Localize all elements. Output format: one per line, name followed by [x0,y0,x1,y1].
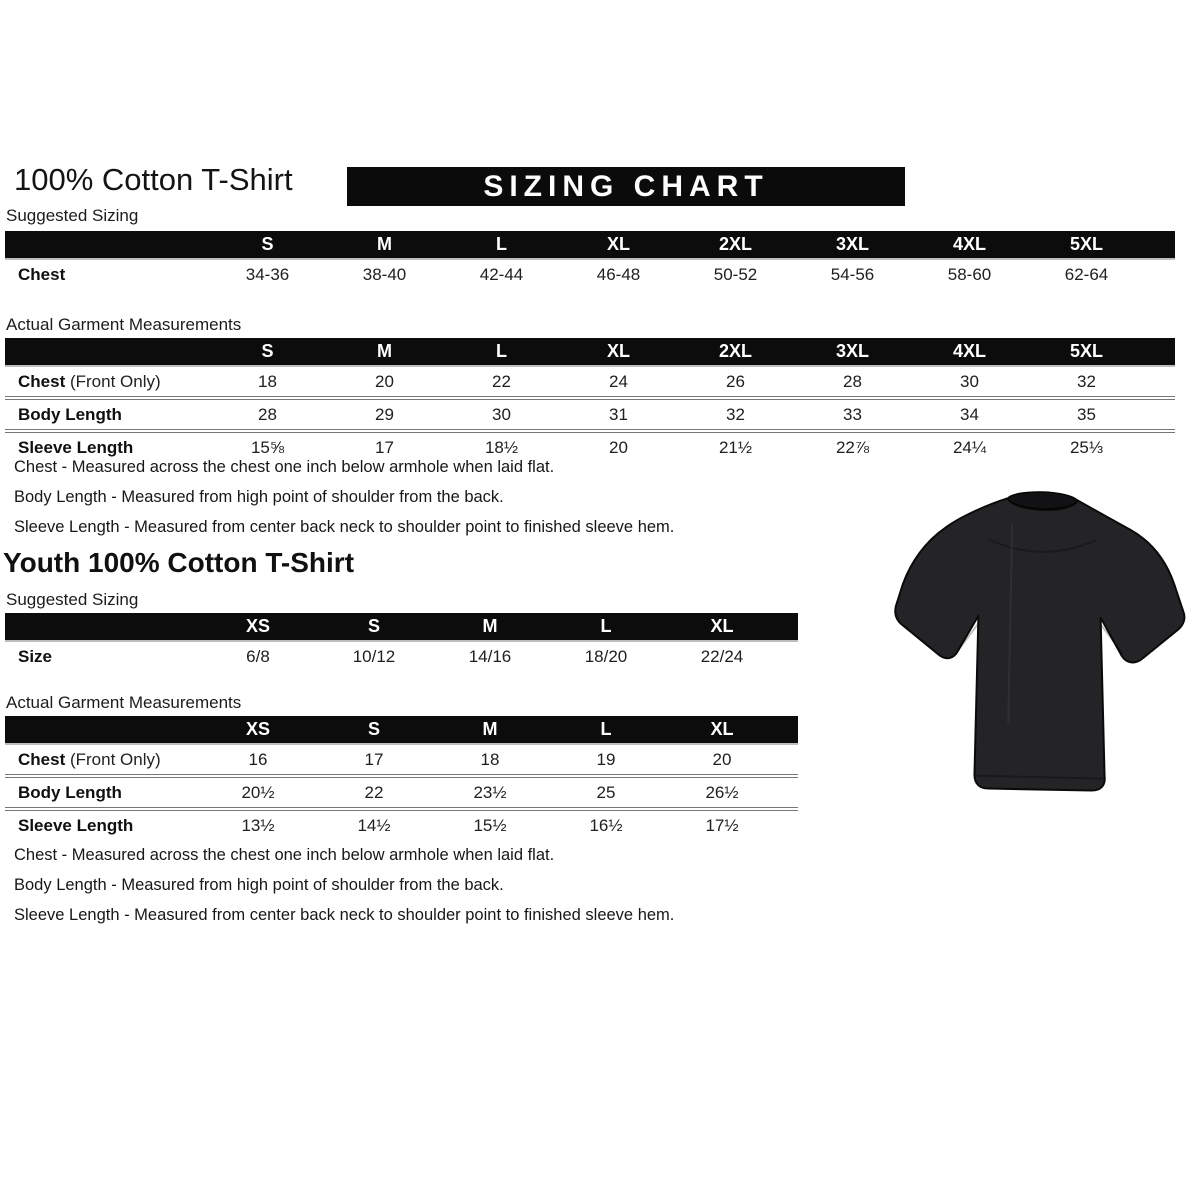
measurement-cell: 62-64 [1064,264,1109,284]
table-header-row [5,613,798,641]
measurement-cell: 50-52 [713,264,758,284]
youth-actual-measurements-table [5,716,798,840]
table-header-row [5,338,1175,366]
measurement-cell: 17½ [664,809,780,840]
size-column-header: L [548,716,664,744]
row-label: Sleeve Length [5,809,200,840]
measurement-cell: 13½ [200,809,316,840]
spacer-cell [780,744,798,776]
measurement-cell: 18½ [443,431,560,462]
page-title: 100% Cotton T-Shirt [14,162,293,197]
table-corner-cell [5,231,209,259]
table-row [5,744,798,776]
measurement-cell: 20½ [200,776,316,809]
measurement-cell: 17 [364,749,384,769]
size-column-header: XS [200,613,316,641]
measurement-cell: 15½ [432,809,548,840]
black-tshirt-photo [893,484,1191,808]
size-column-header: 4XL [911,338,1028,366]
size-column-header: XS [200,716,316,744]
spacer-cell [1145,231,1175,259]
measurement-cell: 30 [960,371,979,391]
size-column-header: 5XL [1028,338,1145,366]
size-column-header: 2XL [677,338,794,366]
sleeve-length-note: Sleeve Length - Measured from center back neck to shoulder point to finished sleeve hem. [14,906,675,924]
adult-actual-measurements-table [5,338,1175,462]
body-length-note: Body Length - Measured from high point of shoulder from the back. [14,876,504,894]
table-row [5,641,798,671]
size-column-header: L [548,613,664,641]
spacer-cell [780,716,798,744]
table-row [5,809,798,840]
tshirt-shape [895,492,1184,791]
spacer-cell [1145,431,1175,462]
measurement-cell: 35 [1028,398,1145,431]
measurement-cell: 25⅓ [1028,431,1145,462]
measurement-cell: 34-36 [245,264,290,284]
size-column-header: M [326,231,443,259]
measurement-cell: 22⅞ [794,431,911,462]
measurement-cell: 20 [560,431,677,462]
youth-suggested-sizing-table [5,613,798,671]
measurement-cell: 21½ [677,431,794,462]
measurement-cell: 26½ [664,776,780,809]
size-column-header: 3XL [794,231,911,259]
spacer-cell [1145,259,1175,289]
size-column-header: 5XL [1028,231,1145,259]
measurement-cell: 16½ [548,809,664,840]
row-label: Chest (Front Only) [18,371,161,391]
measurement-cell: 18 [258,371,277,391]
chest-note: Chest - Measured across the chest one inch below armhole when laid flat. [14,846,555,864]
youth-suggested-sizing-label: Suggested Sizing [6,590,139,609]
size-column-header: L [443,338,560,366]
measurement-cell: 23½ [432,776,548,809]
measurement-cell: 17 [326,431,443,462]
table-row [5,366,1175,398]
measurement-cell: 22 [316,776,432,809]
row-label: Chest [18,264,66,284]
adult-suggested-sizing-label: Suggested Sizing [6,206,139,225]
row-label: Size [18,646,53,666]
body-length-note: Body Length - Measured from high point of shoulder from the back. [14,488,504,506]
measurement-cell: 31 [560,398,677,431]
measurement-cell: 58-60 [947,264,992,284]
chest-note: Chest - Measured across the chest one inch below armhole when laid flat. [14,458,555,476]
measurement-cell: 15⅝ [209,431,326,462]
row-label: Body Length [5,776,200,809]
table-corner-cell [5,338,209,366]
spacer-cell [780,809,798,840]
measurement-cell: 24 [609,371,628,391]
spacer-cell [780,641,798,671]
table-corner-cell [5,716,200,744]
table-header-row [5,231,1175,259]
size-column-header: 2XL [677,231,794,259]
size-column-header: XL [560,338,677,366]
adult-measurement-notes [14,452,674,542]
measurement-cell: 6/8 [246,646,270,666]
youth-measurement-notes [14,840,674,930]
youth-actual-measurements-label: Actual Garment Measurements [6,693,242,712]
measurement-cell: 30 [443,398,560,431]
measurement-cell: 22/24 [700,646,744,666]
measurement-cell: 42-44 [479,264,524,284]
measurement-cell: 28 [209,398,326,431]
size-column-header: S [209,338,326,366]
sleeve-length-note: Sleeve Length - Measured from center back neck to shoulder point to finished sleeve hem. [14,518,675,536]
measurement-cell: 33 [794,398,911,431]
table-row [5,259,1175,289]
measurement-cell: 14/16 [468,646,512,666]
spacer-cell [780,776,798,809]
measurement-cell: 54-56 [830,264,875,284]
size-column-header: M [432,716,548,744]
spacer-cell [1145,398,1175,431]
spacer-cell [1145,366,1175,398]
row-label: Chest (Front Only) [18,749,161,769]
size-column-header: M [326,338,443,366]
size-column-header: S [316,613,432,641]
measurement-cell: 34 [911,398,1028,431]
youth-section-title: Youth 100% Cotton T-Shirt [3,547,355,578]
measurement-cell: 20 [375,371,394,391]
spacer-cell [1145,338,1175,366]
measurement-cell: 19 [596,749,616,769]
measurement-cell: 25 [548,776,664,809]
size-column-header: 3XL [794,338,911,366]
measurement-cell: 18 [480,749,500,769]
table-header-row [5,716,798,744]
measurement-cell: 26 [726,371,745,391]
size-column-header: S [209,231,326,259]
measurement-cell: 10/12 [352,646,396,666]
measurement-cell: 29 [326,398,443,431]
sizing-chart-banner: SIZING CHART [347,167,905,206]
row-label: Body Length [5,398,209,431]
measurement-cell: 28 [843,371,862,391]
measurement-cell: 22 [492,371,511,391]
size-column-header: 4XL [911,231,1028,259]
measurement-cell: 46-48 [596,264,641,284]
size-column-header: L [443,231,560,259]
measurement-cell: 32 [677,398,794,431]
measurement-cell: 14½ [316,809,432,840]
row-label: Sleeve Length [5,431,209,462]
table-corner-cell [5,613,200,641]
measurement-cell: 16 [248,749,268,769]
size-column-header: XL [664,613,780,641]
measurement-cell: 18/20 [584,646,628,666]
size-column-header: XL [664,716,780,744]
size-column-header: XL [560,231,677,259]
adult-suggested-sizing-table [5,231,1175,289]
adult-actual-measurements-label: Actual Garment Measurements [6,315,242,334]
table-row [5,776,798,809]
measurement-cell: 38-40 [362,264,407,284]
size-column-header: S [316,716,432,744]
measurement-cell: 32 [1077,371,1096,391]
spacer-cell [780,613,798,641]
size-column-header: M [432,613,548,641]
measurement-cell: 24¼ [911,431,1028,462]
measurement-cell: 20 [712,749,732,769]
table-row [5,398,1175,431]
